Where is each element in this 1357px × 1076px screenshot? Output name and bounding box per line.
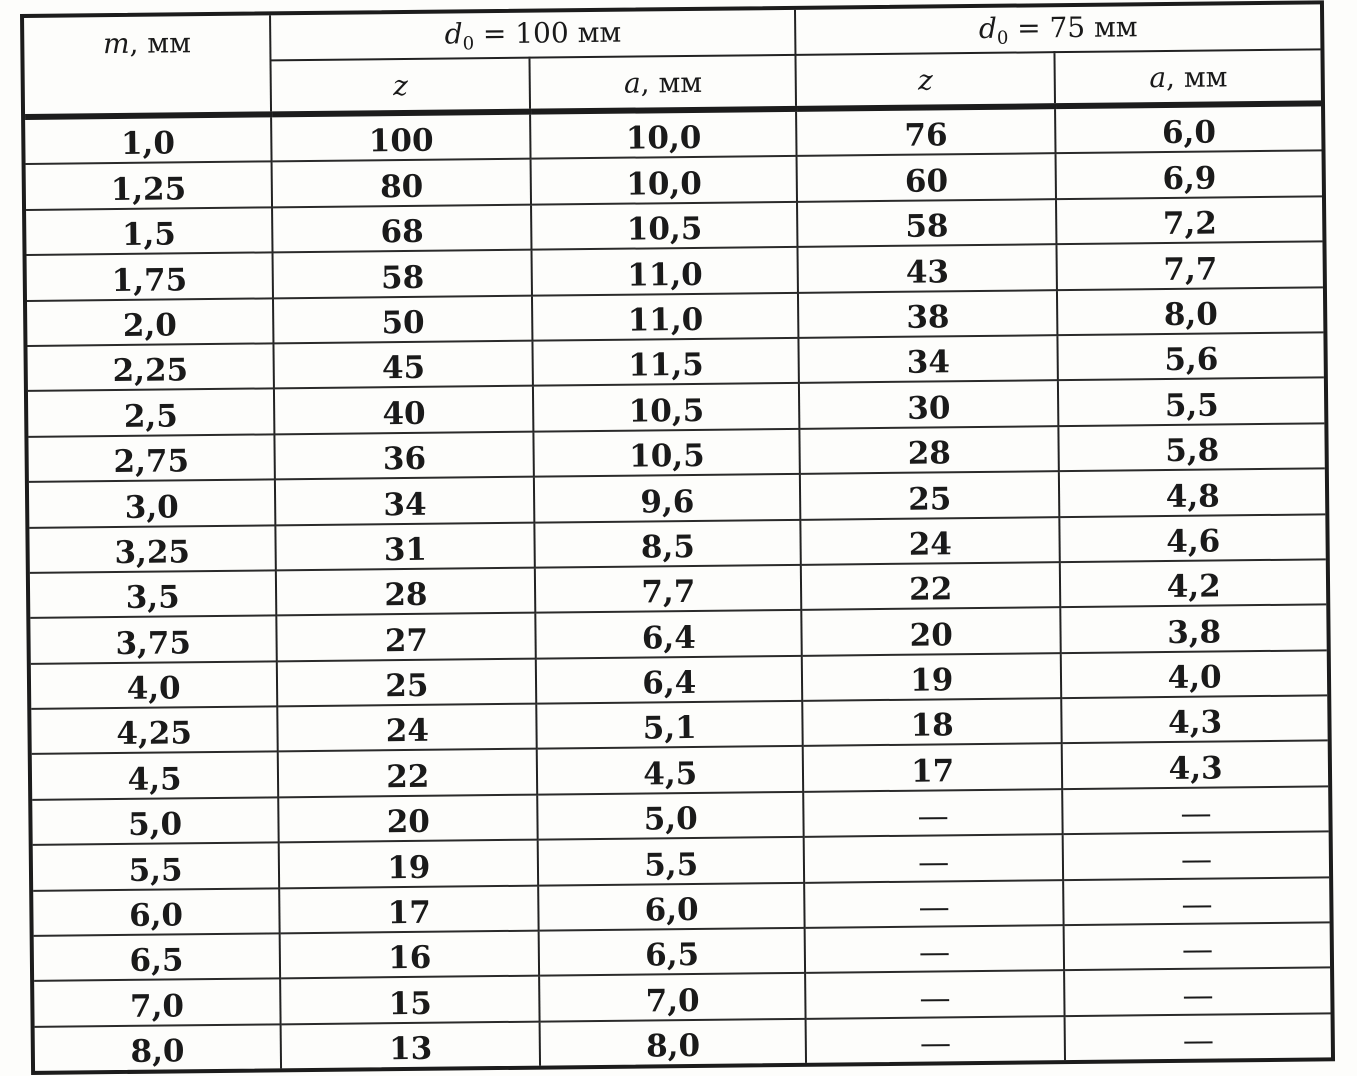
cell-a-d0-100: 10,5	[534, 429, 800, 477]
header-z-100: z	[271, 58, 531, 115]
header-module	[24, 15, 271, 117]
cell-a-d0-100: 4,5	[537, 746, 803, 794]
header-group1-subscript: 0	[462, 32, 475, 54]
cell-a-d0-100: 5,5	[538, 837, 804, 885]
cell-z-d0-75: 60	[797, 154, 1057, 202]
cell-z-d0-75: —	[803, 789, 1063, 837]
cell-z-d0-100: 100	[271, 112, 531, 162]
cell-a-d0-100: 10,5	[533, 383, 799, 431]
cell-a-d0-100: 6,0	[539, 882, 805, 930]
cell-module: 2,25	[27, 343, 274, 391]
cell-z-d0-75: —	[804, 880, 1064, 928]
cell-z-d0-100: 36	[275, 431, 535, 479]
cell-a-d0-75: 4,2	[1060, 559, 1326, 607]
cell-a-d0-100: 8,0	[540, 1019, 806, 1066]
header-module-symbol: m	[102, 26, 130, 61]
cell-a-d0-75: 6,9	[1056, 151, 1322, 199]
cell-z-d0-100: 27	[277, 613, 537, 661]
cell-a-d0-100: 10,5	[531, 202, 797, 250]
cell-z-d0-75: —	[806, 1016, 1066, 1063]
cell-a-d0-100: 8,5	[535, 519, 801, 567]
cell-a-d0-100: 5,0	[538, 792, 804, 840]
gear-module-table-frame	[20, 0, 1335, 1075]
cell-module: 4,0	[31, 661, 278, 709]
cell-z-d0-100: 25	[277, 658, 537, 706]
cell-module: 2,5	[28, 389, 275, 437]
cell-a-d0-75: 4,3	[1062, 741, 1328, 789]
cell-z-d0-75: —	[804, 834, 1064, 882]
cell-z-d0-100: 68	[272, 204, 532, 252]
cell-z-d0-100: 19	[279, 840, 539, 888]
cell-module: 3,25	[29, 525, 276, 573]
cell-a-d0-75: —	[1064, 968, 1330, 1016]
cell-z-d0-75: 19	[802, 653, 1062, 701]
cell-a-d0-100: 6,4	[536, 656, 802, 704]
header-group1-symbol: d	[444, 16, 463, 51]
cell-z-d0-75: 18	[802, 698, 1062, 746]
header-a-100-unit: , мм	[640, 65, 703, 100]
cell-module: 1,5	[26, 207, 273, 255]
header-group-d0-75	[795, 4, 1320, 54]
cell-module: 6,5	[34, 933, 281, 981]
cell-a-d0-75: 6,0	[1055, 103, 1321, 153]
cell-a-d0-75: 7,7	[1057, 242, 1323, 290]
cell-a-d0-75: 5,6	[1058, 332, 1324, 380]
cell-z-d0-75: 38	[798, 290, 1058, 338]
cell-a-d0-100: 5,1	[537, 701, 803, 749]
cell-z-d0-100: 28	[276, 568, 536, 616]
cell-z-d0-100: 16	[280, 931, 540, 979]
header-module-unit: , мм	[129, 26, 192, 60]
header-group-d0-100	[270, 10, 795, 60]
cell-z-d0-75: 28	[799, 426, 1059, 474]
header-a-75-unit: , мм	[1165, 59, 1228, 94]
cell-a-d0-75: 7,2	[1056, 196, 1322, 244]
cell-module: 3,75	[30, 616, 277, 664]
cell-a-d0-75: 4,8	[1059, 468, 1325, 516]
cell-z-d0-100: 31	[276, 522, 536, 570]
cell-z-d0-100: 45	[274, 341, 534, 389]
cell-z-d0-75: —	[805, 925, 1065, 973]
cell-module: 4,25	[31, 706, 278, 754]
header-a-100	[530, 55, 796, 112]
cell-a-d0-75: 8,0	[1057, 287, 1323, 335]
cell-a-d0-100: 11,0	[532, 247, 798, 295]
cell-module: 1,25	[26, 162, 273, 210]
cell-module: 3,0	[29, 479, 276, 527]
cell-a-d0-100: 7,0	[540, 973, 806, 1021]
cell-a-d0-75: 4,6	[1060, 514, 1326, 562]
cell-z-d0-75: 25	[800, 471, 1060, 519]
cell-module: 6,0	[33, 888, 280, 936]
cell-z-d0-75: 22	[801, 562, 1061, 610]
cell-a-d0-100: 10,0	[530, 109, 796, 159]
cell-module: 4,5	[32, 752, 279, 800]
cell-a-d0-100: 9,6	[534, 474, 800, 522]
header-z-75: z	[796, 52, 1056, 109]
cell-a-d0-100: 6,4	[536, 610, 802, 658]
cell-a-d0-75: 3,8	[1061, 605, 1327, 653]
cell-z-d0-75: 76	[796, 106, 1056, 156]
cell-module: 2,75	[28, 434, 275, 482]
cell-z-d0-100: 22	[278, 749, 538, 797]
header-group2-symbol: d	[978, 11, 997, 45]
gear-module-table	[24, 4, 1331, 1071]
cell-z-d0-75: 34	[799, 335, 1059, 383]
table-body	[25, 103, 1331, 1071]
cell-module: 1,0	[25, 114, 272, 164]
cell-module: 5,5	[33, 843, 280, 891]
cell-a-d0-75: 4,0	[1061, 650, 1327, 698]
cell-module: 3,5	[30, 570, 277, 618]
cell-z-d0-100: 20	[278, 794, 538, 842]
cell-z-d0-75: 58	[797, 199, 1057, 247]
cell-a-d0-75: —	[1063, 877, 1329, 925]
cell-module: 1,75	[27, 253, 274, 301]
cell-a-d0-100: 11,5	[533, 338, 799, 386]
header-a-100-symbol: a	[623, 66, 641, 100]
cell-a-d0-75: 5,5	[1058, 378, 1324, 426]
cell-z-d0-75: 30	[799, 380, 1059, 428]
cell-module: 2,0	[27, 298, 274, 346]
cell-z-d0-100: 80	[272, 159, 532, 207]
header-group1-value: = 100 мм	[473, 15, 622, 50]
cell-module: 7,0	[34, 979, 281, 1027]
cell-a-d0-75: —	[1064, 922, 1330, 970]
cell-z-d0-100: 34	[275, 477, 535, 525]
cell-z-d0-100: 24	[277, 704, 537, 752]
cell-z-d0-100: 58	[273, 250, 533, 298]
cell-a-d0-75: 5,8	[1059, 423, 1325, 471]
cell-a-d0-75: 4,3	[1062, 695, 1328, 743]
cell-a-d0-100: 7,7	[535, 565, 801, 613]
cell-z-d0-75: 24	[800, 517, 1060, 565]
header-a-75	[1055, 49, 1321, 106]
cell-z-d0-100: 17	[279, 885, 539, 933]
cell-z-d0-75: —	[805, 971, 1065, 1019]
cell-z-d0-100: 40	[274, 386, 534, 434]
cell-a-d0-75: —	[1065, 1013, 1331, 1060]
cell-z-d0-100: 15	[280, 976, 540, 1024]
cell-z-d0-100: 13	[281, 1021, 541, 1068]
cell-z-d0-75: 17	[803, 744, 1063, 792]
header-a-75-symbol: a	[1149, 60, 1167, 94]
cell-a-d0-75: —	[1062, 786, 1328, 834]
cell-z-d0-75: 43	[798, 244, 1058, 292]
cell-a-d0-100: 6,5	[539, 928, 805, 976]
cell-module: 8,0	[35, 1024, 282, 1071]
header-group2-value: = 75 мм	[1008, 9, 1138, 45]
cell-z-d0-75: 20	[801, 607, 1061, 655]
cell-a-d0-75: —	[1063, 832, 1329, 880]
header-group2-subscript: 0	[996, 27, 1009, 49]
cell-a-d0-100: 11,0	[532, 292, 798, 340]
cell-a-d0-100: 10,0	[531, 156, 797, 204]
cell-z-d0-100: 50	[273, 295, 533, 343]
cell-module: 5,0	[32, 797, 279, 845]
